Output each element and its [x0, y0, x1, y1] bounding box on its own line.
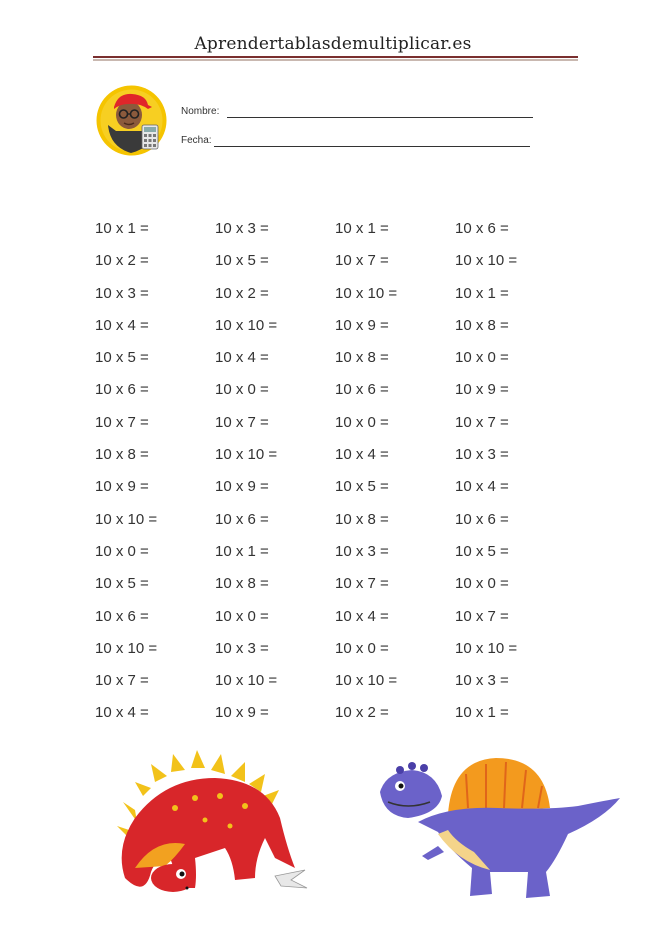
problem: 10 x 4 =: [95, 316, 149, 334]
problem: 10 x 3 =: [455, 446, 509, 464]
problem: 10 x 8 =: [455, 316, 509, 334]
problem: 10 x 1 =: [95, 220, 149, 237]
problem: 10 x 0 =: [455, 349, 509, 367]
problem: 10 x 6 =: [95, 607, 149, 625]
problem: 10 x 6 =: [455, 220, 509, 237]
multiplication-worksheet: [95, 218, 575, 735]
problem: 10 x 2 =: [95, 252, 149, 270]
blue-spinosaurus-icon: [378, 752, 623, 904]
problem: 10 x 3 =: [95, 284, 149, 302]
problem: 10 x 0 =: [215, 607, 269, 625]
problem: 10 x 10 =: [215, 672, 278, 690]
title-rule: [93, 56, 578, 58]
problem: 10 x 10 =: [455, 639, 518, 657]
problem: 10 x 0 =: [335, 639, 389, 657]
problem: 10 x 4 =: [335, 446, 389, 464]
problem: 10 x 10 =: [95, 510, 158, 528]
problem: 10 x 9 =: [335, 316, 389, 334]
problem: 10 x 10 =: [95, 639, 158, 657]
problem: 10 x 7 =: [335, 575, 389, 593]
problem: 10 x 6 =: [95, 381, 149, 399]
problem: 10 x 4 =: [455, 478, 509, 496]
problem: 10 x 10 =: [335, 672, 398, 690]
problem: 10 x 0 =: [455, 575, 509, 593]
problem: 10 x 5 =: [455, 542, 509, 560]
problem: 10 x 10 =: [215, 446, 278, 464]
problem: 10 x 8 =: [335, 349, 389, 367]
problem: 10 x 4 =: [335, 607, 389, 625]
title-rule-shadow: [93, 59, 578, 61]
problem: 10 x 6 =: [455, 510, 509, 528]
problem: 10 x 3 =: [455, 672, 509, 690]
red-stegosaurus-icon: [105, 748, 310, 906]
avatar-icon: [96, 85, 167, 156]
problem: 10 x 9 =: [455, 381, 509, 399]
problem: 10 x 7 =: [455, 607, 509, 625]
problem: 10 x 1 =: [455, 704, 509, 722]
problem: 10 x 0 =: [95, 542, 149, 560]
problem: 10 x 8 =: [95, 446, 149, 464]
problem: 10 x 9 =: [215, 478, 269, 496]
problem: 10 x 1 =: [455, 284, 509, 302]
problem: 10 x 7 =: [95, 672, 149, 690]
problem: 10 x 3 =: [215, 220, 269, 237]
problem: 10 x 7 =: [95, 413, 149, 431]
problem: 10 x 1 =: [335, 220, 389, 237]
problem: 10 x 10 =: [335, 284, 398, 302]
date-label: Fecha:: [181, 135, 212, 146]
problem: 10 x 4 =: [95, 704, 149, 722]
problem: 10 x 9 =: [215, 704, 269, 722]
problem: 10 x 5 =: [335, 478, 389, 496]
problem: 10 x 4 =: [215, 349, 269, 367]
problem: 10 x 5 =: [95, 575, 149, 593]
problem: 10 x 8 =: [335, 510, 389, 528]
problem: 10 x 7 =: [335, 252, 389, 270]
site-title: Aprendertablasdemultiplicar.es: [194, 34, 472, 54]
problem: 10 x 0 =: [215, 381, 269, 399]
problem: 10 x 7 =: [455, 413, 509, 431]
problem: 10 x 3 =: [335, 542, 389, 560]
problem: 10 x 10 =: [455, 252, 518, 270]
problem: 10 x 5 =: [95, 349, 149, 367]
problem: 10 x 10 =: [215, 316, 278, 334]
name-label: Nombre:: [181, 106, 220, 117]
problem: 10 x 5 =: [215, 252, 269, 270]
problem: 10 x 9 =: [95, 478, 149, 496]
problem: 10 x 6 =: [335, 381, 389, 399]
problem: 10 x 6 =: [215, 510, 269, 528]
date-field[interactable]: [214, 146, 530, 147]
problem: 10 x 7 =: [215, 413, 269, 431]
problem: 10 x 2 =: [215, 284, 269, 302]
problem: 10 x 1 =: [215, 542, 269, 560]
problem: 10 x 8 =: [215, 575, 269, 593]
name-field[interactable]: [227, 117, 533, 118]
problem: 10 x 3 =: [215, 639, 269, 657]
problem: 10 x 0 =: [335, 413, 389, 431]
problem: 10 x 2 =: [335, 704, 389, 722]
